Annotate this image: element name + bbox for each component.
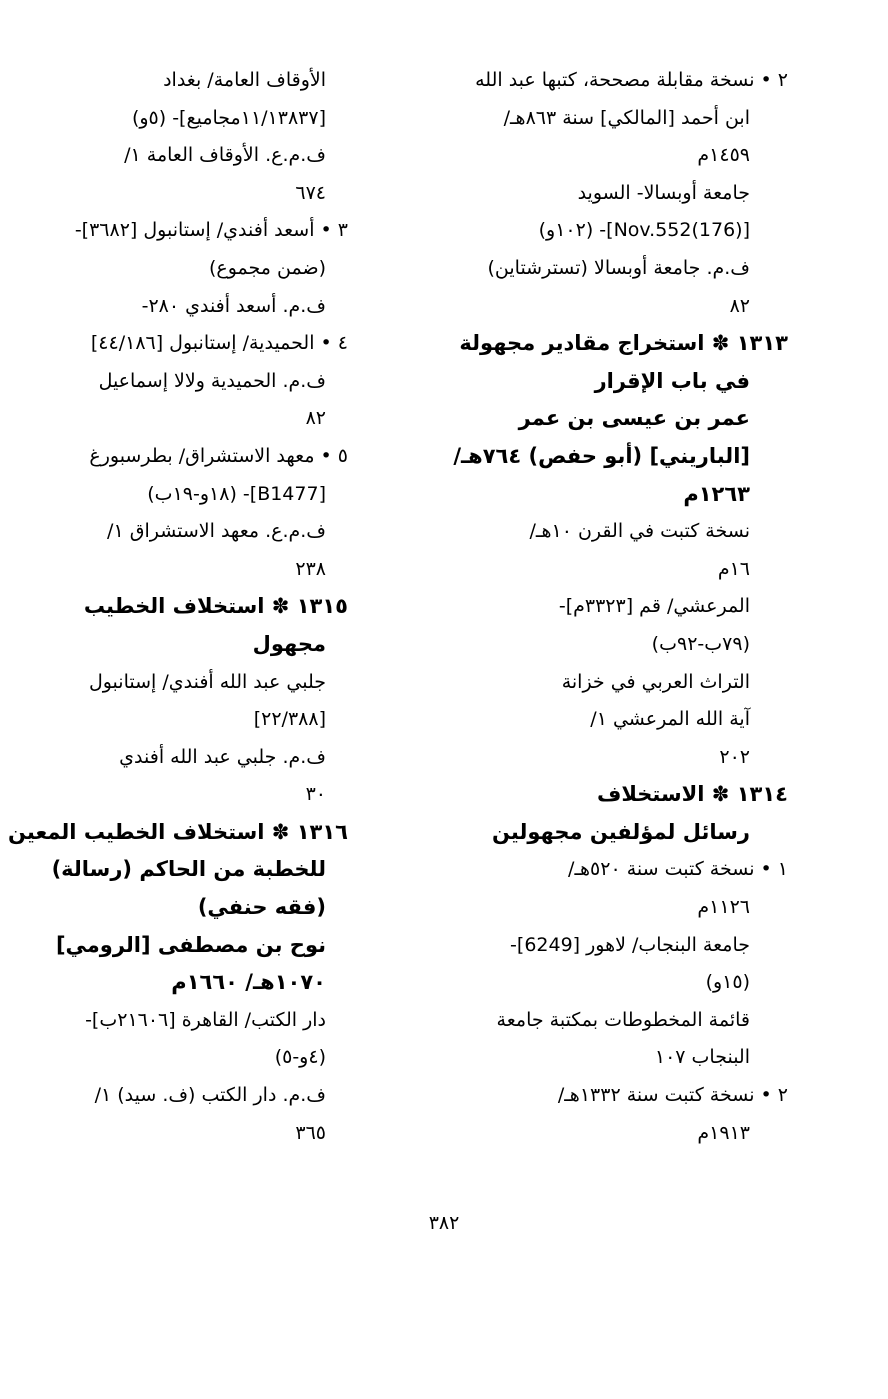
right-column-line: ١٤٥٩م: [697, 144, 750, 167]
right-column-line: رسائل لمؤلفين مجهولين: [492, 819, 750, 844]
left-column-line: ف.م. جلبي عبد الله أفندي: [119, 745, 326, 768]
left-column-line: ١٣١٥ ✽ استخلاف الخطيب: [83, 594, 348, 619]
left-column-line: ف.م. دار الكتب (ف. سيد) ١/: [94, 1084, 326, 1107]
right-column-line: ف.م. جامعة أوبسالا (تسترشتاين): [487, 256, 750, 279]
right-column-line: [الباريني] (أبو حفص) ٧٦٤هـ/: [453, 443, 750, 468]
left-column-line: مجهول: [252, 631, 326, 656]
right-column-line: [Nov.552(176)]- (١٠٢و): [538, 219, 750, 242]
left-column-line: ٢٣٨: [295, 557, 326, 580]
right-column-line: ١٣١٤ ✽ الاستخلاف: [596, 782, 788, 807]
right-column-line: نسخة كتبت في القرن ١٠هـ/: [529, 520, 750, 543]
page-number: ٣٨٢: [428, 1212, 460, 1234]
left-column-line: ٣ • أسعد أفندي/ إستانبول [٣٦٨٢]-: [74, 219, 348, 242]
right-column-line: جامعة البنجاب/ لاهور [6249]-: [510, 933, 750, 956]
left-column-line: (٤و-٥): [274, 1046, 326, 1069]
left-column-line: ف.م.ع. معهد الاستشراق ١/: [107, 520, 326, 543]
left-column-line: ٣٠: [305, 783, 326, 806]
right-column-line: التراث العربي في خزانة: [561, 670, 750, 693]
left-column-line: ٤ • الحميدية/ إستانبول [٤٤/١٨٦]: [90, 332, 348, 355]
right-column-line: ١٣١٣ ✽ استخراج مقادير مجهولة: [459, 331, 788, 356]
left-column-line: ٣٦٥: [295, 1121, 326, 1144]
right-column-line: ٢ • نسخة كتبت سنة ١٣٣٢هـ/: [557, 1084, 788, 1107]
left-column-line: ١٣١٦ ✽ استخلاف الخطيب المعين: [8, 819, 348, 844]
left-column-line: ف.م. الحميدية ولالا إسماعيل: [98, 369, 326, 392]
right-column-line: ١٢٦٣م: [683, 481, 750, 506]
right-column-line: ٢٠٢: [719, 745, 750, 768]
left-column-line: ٥ • معهد الاستشراق/ بطرسبورغ: [89, 444, 348, 467]
left-column-line: [B1477]- (١٨و-١٩ب): [147, 482, 326, 505]
right-column-line: ٢ • نسخة مقابلة مصححة، كتبها عبد الله: [475, 69, 788, 91]
right-column-line: قائمة المخطوطات بمكتبة جامعة: [496, 1008, 750, 1031]
left-column-line: ف.م. أسعد أفندي ٢٨٠-: [141, 294, 326, 317]
right-column-line: ٨٢: [729, 294, 750, 317]
right-column-line: آية الله المرعشي ١/: [590, 708, 750, 731]
left-column-line: للخطبة من الحاكم (رسالة): [51, 857, 326, 882]
right-column-line: ابن أحمد [المالكي] سنة ٨٦٣هـ/: [503, 106, 750, 129]
left-column-line: ١٠٧٠هـ/ ١٦٦٠م: [171, 970, 326, 995]
left-column-line: (ضمن مجموع): [208, 256, 326, 279]
left-column-line: جلبي عبد الله أفندي/ إستانبول: [88, 670, 326, 693]
right-column-line: ١٦م: [717, 557, 750, 580]
left-column: [8, 62, 348, 1152]
left-column-line: نوح بن مصطفى [الرومي]: [55, 932, 326, 957]
left-column-line: [٢٢/٣٨٨]: [253, 708, 326, 731]
right-column-line: (٧٩ب-٩٢ب): [651, 632, 750, 655]
left-column-line: دار الكتب/ القاهرة [٢١٦٠٦ب]-: [85, 1008, 326, 1031]
right-column-line: ١٩١٣م: [697, 1121, 750, 1144]
right-column-line: جامعة أوبسالا- السويد: [577, 181, 750, 204]
right-column-line: (١٥و): [705, 971, 750, 994]
right-column-line: المرعشي/ قم [٣٣٢٣م]-: [558, 595, 750, 618]
right-column-line: ١ • نسخة كتبت سنة ٥٢٠هـ/: [568, 858, 788, 881]
left-column-line: ٨٢: [305, 407, 326, 430]
right-column-line: عمر بن عيسى بن عمر: [518, 406, 750, 431]
right-column-line: في باب الإقرار: [594, 368, 750, 393]
left-column-line: [١١/١٣٨٣٧مجاميع]- (٥و): [131, 106, 326, 129]
left-column-line: (فقه حنفي): [197, 895, 326, 920]
left-column-line: ف.م.ع. الأوقاف العامة ١/: [124, 144, 326, 167]
left-column-line: ٦٧٤: [295, 181, 326, 204]
right-column-line: ١١٢٦م: [697, 896, 750, 919]
left-column-line: الأوقاف العامة/ بغداد: [163, 69, 326, 91]
right-column-line: البنجاب ١٠٧: [654, 1046, 750, 1069]
right-column: [443, 62, 788, 1152]
